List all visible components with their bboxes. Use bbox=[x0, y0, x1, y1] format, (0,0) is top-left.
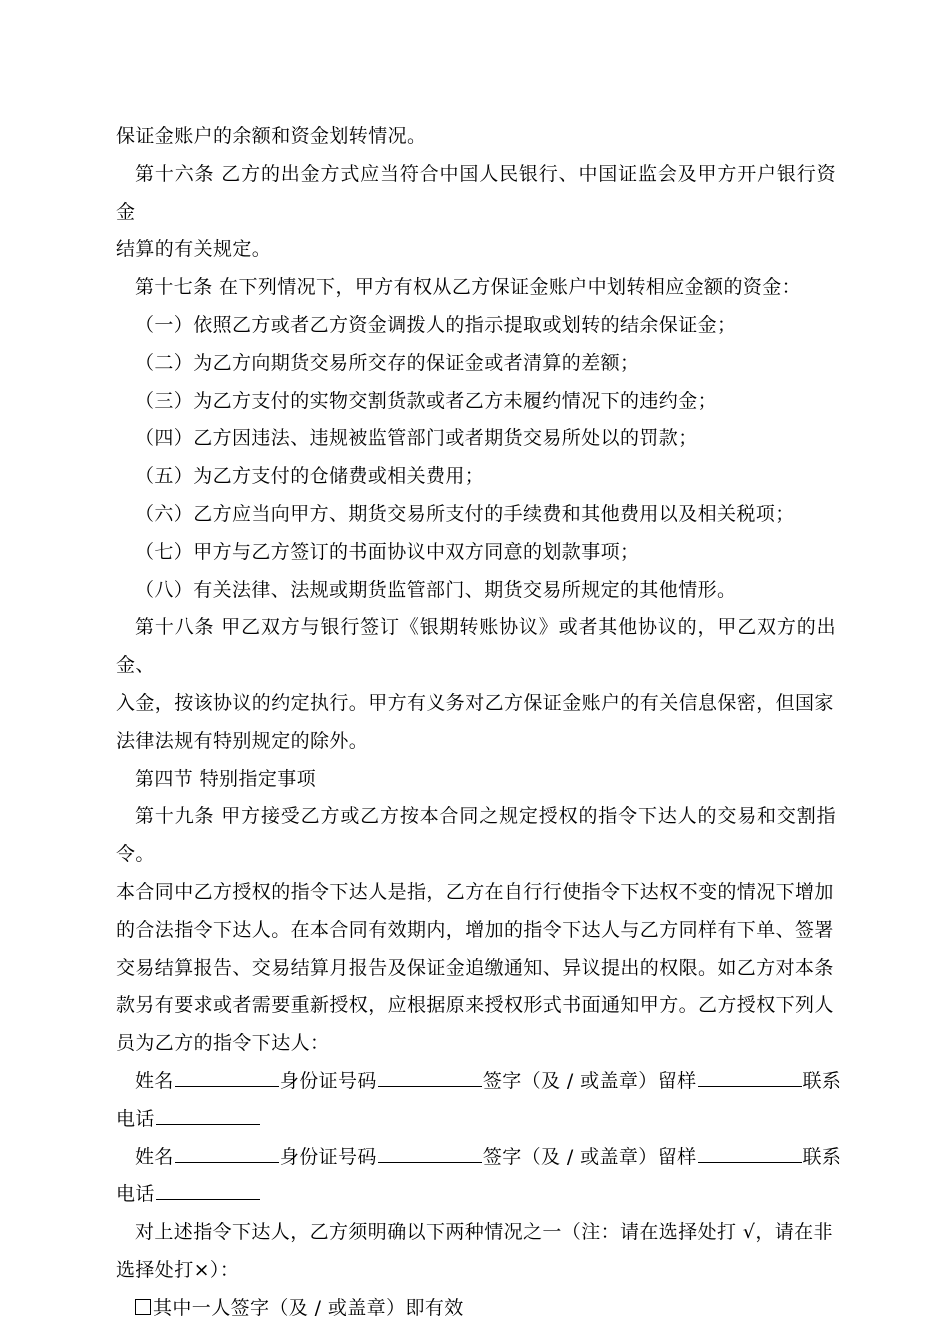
signature-blank[interactable] bbox=[698, 1066, 802, 1087]
list-item: （七）甲方与乙方签订的书面协议中双方同意的划款事项； bbox=[135, 540, 640, 563]
name-blank[interactable] bbox=[175, 1142, 279, 1163]
section-heading: 第四节 特别指定事项 bbox=[135, 767, 317, 790]
choice-instruction-line-1: 对上述指令下达人，乙方须明确以下两种情况之一（注：请在选择处打 √，请在非 bbox=[135, 1221, 833, 1244]
phone-blank[interactable] bbox=[156, 1104, 260, 1125]
contact-label-part2: 电话 bbox=[116, 1183, 155, 1206]
contact-label-part1: 联系 bbox=[802, 1069, 842, 1092]
id-number-blank[interactable] bbox=[378, 1066, 482, 1087]
signature-label: 签字（及 / 或盖章）留样 bbox=[482, 1145, 697, 1168]
article-19-line: 交易结算报告、交易结算月报告及保证金追缴通知、异议提出的权限。如乙方对本条 bbox=[116, 956, 834, 979]
article-18-line-1: 第十八条 甲乙双方与银行签订《银期转账协议》或者其他协议的，甲乙双方的出金、 bbox=[116, 616, 836, 677]
contact-label-part1: 联系 bbox=[802, 1145, 842, 1168]
list-item: （三）为乙方支付的实物交割货款或者乙方未履约情况下的违约金； bbox=[135, 389, 718, 412]
checkbox-icon[interactable] bbox=[135, 1299, 151, 1315]
phone-blank[interactable] bbox=[156, 1179, 260, 1200]
article-19-line: 的合法指令下达人。在本合同有效期内，增加的指令下达人与乙方同样有下单、签署 bbox=[116, 918, 834, 941]
article-16-line-1: 第十六条 乙方的出金方式应当符合中国人民银行、中国证监会及甲方开户银行资金 bbox=[116, 162, 836, 223]
list-item: （二）为乙方向期货交易所交存的保证金或者清算的差额； bbox=[135, 351, 640, 374]
list-item: （一）依照乙方或者乙方资金调拨人的指示提取或划转的结余保证金； bbox=[135, 313, 737, 336]
authorized-person-row-1-phone bbox=[116, 1101, 836, 1139]
paragraph-continuation: 保证金账户的余额和资金划转情况。 bbox=[116, 125, 427, 147]
list-item: （四）乙方因违法、违规被监管部门或者期货交易所处以的罚款； bbox=[135, 427, 698, 450]
authorized-person-row-2 bbox=[116, 1139, 842, 1177]
document-body bbox=[116, 118, 842, 1328]
article-19-line: 员为乙方的指令下达人： bbox=[116, 1032, 330, 1055]
choice-instruction-line-2: 选择处打×）： bbox=[116, 1258, 240, 1281]
option-row-1 bbox=[116, 1290, 836, 1328]
id-number-blank[interactable] bbox=[378, 1142, 482, 1163]
contact-label-part2: 电话 bbox=[116, 1107, 155, 1130]
id-number-label: 身份证号码 bbox=[279, 1145, 377, 1168]
list-item: （五）为乙方支付的仓储费或相关费用； bbox=[135, 465, 485, 488]
name-label: 姓名 bbox=[135, 1145, 174, 1168]
article-18-line-3: 法律法规有特别规定的除外。 bbox=[116, 729, 369, 752]
article-19-line: 本合同中乙方授权的指令下达人是指，乙方在自行行使指令下达权不变的情况下增加 bbox=[116, 880, 834, 903]
article-17: 第十七条 在下列情况下，甲方有权从乙方保证金账户中划转相应金额的资金： bbox=[135, 276, 802, 299]
name-label: 姓名 bbox=[135, 1069, 174, 1092]
signature-blank[interactable] bbox=[698, 1142, 802, 1163]
article-19-line: 款另有要求或者需要重新授权，应根据原来授权形式书面通知甲方。乙方授权下列人 bbox=[116, 994, 834, 1017]
article-16-line-2: 结算的有关规定。 bbox=[116, 238, 272, 261]
option-1-label: 其中一人签字（及 / 或盖章）即有效 bbox=[153, 1296, 464, 1319]
list-item: （八）有关法律、法规或期货监管部门、期货交易所规定的其他情形。 bbox=[135, 578, 737, 601]
list-item: （六）乙方应当向甲方、期货交易所支付的手续费和其他费用以及相关税项； bbox=[135, 502, 795, 525]
authorized-person-row-1 bbox=[116, 1063, 842, 1101]
signature-label: 签字（及 / 或盖章）留样 bbox=[482, 1069, 697, 1092]
authorized-person-row-2-phone bbox=[116, 1176, 836, 1214]
article-18-line-2: 入金，按该协议的约定执行。甲方有义务对乙方保证金账户的有关信息保密，但国家 bbox=[116, 691, 834, 714]
name-blank[interactable] bbox=[175, 1066, 279, 1087]
article-19-line-1: 第十九条 甲方接受乙方或乙方按本合同之规定授权的指令下达人的交易和交割指令。 bbox=[116, 805, 836, 866]
id-number-label: 身份证号码 bbox=[279, 1069, 377, 1092]
